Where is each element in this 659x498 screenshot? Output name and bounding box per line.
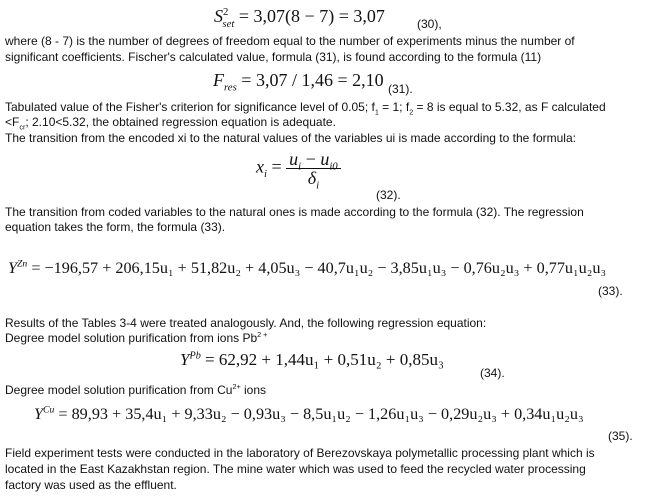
text-span: Degree model solution purification from Cu [5,383,233,397]
eq35-sup: Cu [43,404,55,416]
eq32-fraction [286,149,341,192]
text-span: ions [240,383,267,397]
eq30-rhs: = 3,07(8 − 7) = 3,07 [238,6,385,26]
text-span: Degree model solution purification from ions Pb [5,331,258,345]
eq33-lhs: Y [8,259,18,277]
paragraph-line [5,115,336,130]
eq31-rhs: = 3,07 / 1,46 = 2,10 [241,70,384,90]
eq30-lhs: S [214,6,223,26]
subscript: i [298,160,302,173]
eq32-lhs: x [256,156,264,177]
text-span: Tabulated value of the Fisher's criterion for significance level of 0.05; f [5,100,375,114]
text-span: <F [5,115,20,129]
subscript: 1 [374,107,379,117]
eq33-sup: Zn [17,258,28,270]
eq30-lhs-sup: 2 [223,6,229,18]
text-span: = 1; f [378,100,410,114]
symbol: δ [307,168,317,188]
superscript: 2+ [232,382,241,391]
eq32-equals: = [271,156,282,177]
eq31-number: (31). [388,82,413,96]
paragraph-line: Results of the Tables 3-4 were treated analogously. And, the following regression equation: [5,316,487,330]
paragraph-line: where (8 - 7) is the number of degrees of freedom equal to the number of experiments minus the number of [5,34,575,48]
equation-34 [180,350,444,370]
paragraph-line: The transition from coded variables to the natural ones is made according to the formula (32). The regression [5,205,584,219]
eq32-number: (32). [376,188,401,202]
paragraph-line: The transition from the encoded xi to the natural values of the variables ui is made according to the formula: [5,131,576,145]
eq34-lhs: Y [180,350,190,369]
paragraph-line: Field experiment tests were conducted in the laboratory of Berezovskaya polymetallic processing plant which is [5,446,595,460]
paragraph-line: significant coefficients. Fischer's calculated value, formula (31), is found according to the formula (11) [5,50,542,64]
equation-31 [213,70,384,94]
eq35-lhs: Y [34,405,44,423]
equation-35 [34,404,584,424]
symbol: u [289,149,299,169]
symbol: − [301,149,321,169]
subscript: i0 [329,160,338,173]
eq32-numerator [286,149,341,173]
eq33-rhs: = −196,57 + 206,15u₁ + 51,82u₂ + 4,05u₃ − 40,7u₁u₂ − 3,85u₁u₃ − 0,76u₂u₃ + 0,77u₁u₂u₃ [31,259,607,277]
paragraph-line: factory was used as the effluent. [5,478,177,492]
equation-33 [8,258,606,278]
text-span: ; 2.10<5.32, the obtained regression equation is adequate. [25,115,336,129]
eq32-lhs-sub: i [264,168,267,181]
paragraph-line [5,383,266,398]
subscript: 2 [409,107,414,117]
symbol: u [320,149,330,169]
equation-32 [256,149,341,192]
eq34-rhs: = 62,92 + 1,44u₁ + 0,51u₂ + 0,85u₃ [205,350,444,369]
eq34-sup: Pb [189,350,201,362]
subscript: cr [19,122,26,132]
eq31-lhs: F [213,70,224,90]
eq30-lhs-sub: set [222,17,235,30]
paragraph-line: located in the East Kazakhstan region. The mine water which was used to feed the recycled water processing [5,462,586,476]
equation-30 [214,6,385,30]
eq31-lhs-sub: res [224,81,237,94]
paragraph-line: equation takes the form, the formula (33). [5,220,226,234]
paragraph-line [5,100,606,115]
eq30-number: (30), [417,17,442,31]
eq35-rhs: = 89,93 + 35,4u₁ + 9,33u₂ − 0,93u₃ − 8,5u₁u₂ − 1,26u₁u₃ − 0,29u₂u₃ + 0,34u₁u₂u₃ [58,405,584,423]
eq35-number: (35). [608,429,633,443]
eq34-number: (34). [480,366,505,380]
eq33-number: (33). [598,284,623,298]
superscript: 2 + [257,330,268,339]
subscript: i [316,179,320,192]
text-span: = 8 is equal to 5.32, as F calculated [413,100,606,114]
paragraph-line [5,331,267,346]
